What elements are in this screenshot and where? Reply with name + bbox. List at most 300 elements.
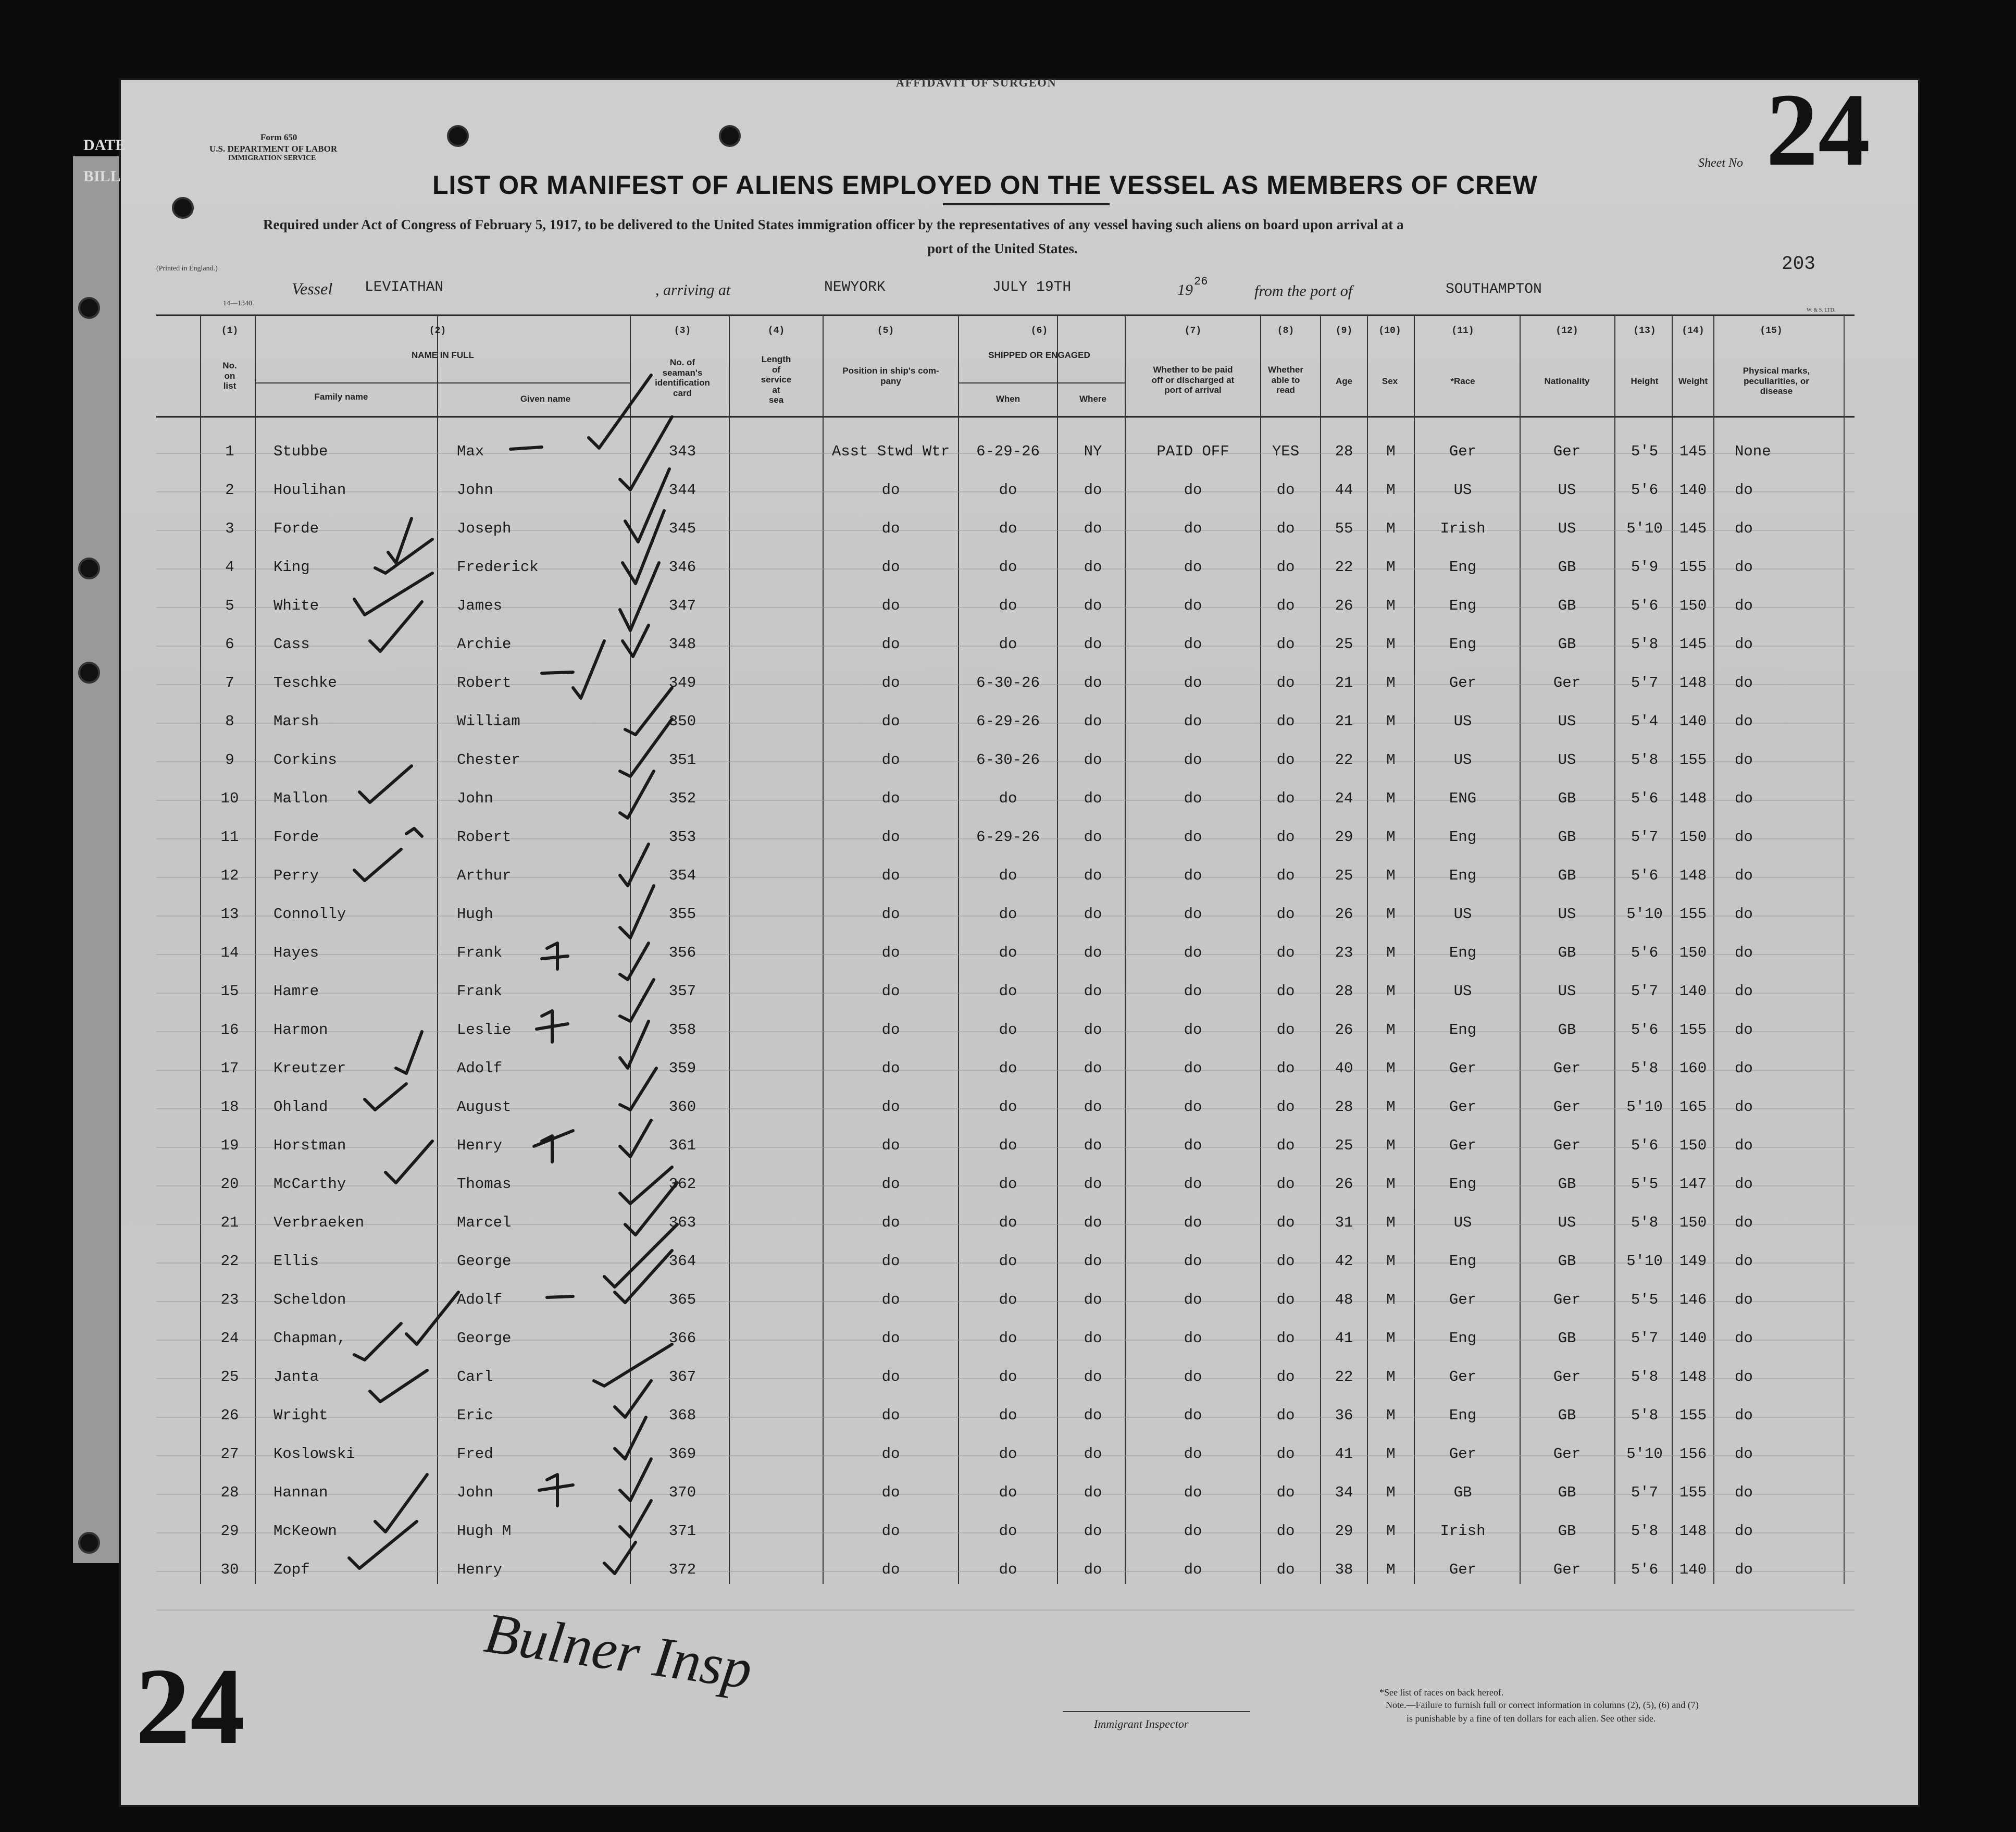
height-cell: 5'5: [1631, 1291, 1659, 1308]
physical-marks-cell: do: [1735, 1253, 1753, 1270]
shipped-where-cell: do: [1084, 983, 1102, 1000]
given-name-cell: Frank: [457, 944, 503, 961]
sex-cell: M: [1386, 828, 1396, 846]
physical-marks-cell: do: [1735, 828, 1753, 846]
family-name-cell: Horstman: [273, 1137, 346, 1154]
race-cell: GB: [1453, 1484, 1472, 1501]
age-cell: 28: [1335, 1098, 1353, 1116]
check-mark: [620, 886, 654, 938]
id-card-number-cell: 370: [668, 1484, 696, 1501]
row-number-cell: 29: [220, 1522, 239, 1540]
able-to-read-cell: do: [1276, 1060, 1295, 1077]
able-to-read-cell: do: [1276, 1522, 1295, 1540]
paid-off-cell: do: [1184, 1137, 1202, 1154]
physical-marks-cell: do: [1735, 1021, 1753, 1038]
age-cell: 26: [1335, 1021, 1353, 1038]
sex-cell: M: [1386, 751, 1396, 769]
position-cell: do: [881, 1407, 900, 1424]
shipped-where-cell: do: [1084, 944, 1102, 961]
family-name-cell: McKeown: [273, 1522, 337, 1540]
row-number-cell: 8: [225, 713, 234, 730]
arrival-date: JULY 19TH: [992, 279, 1072, 295]
stamp-number: 203: [1782, 253, 1815, 275]
check-mark: [406, 828, 422, 836]
race-cell: Ger: [1449, 1098, 1477, 1116]
shipped-when-cell: do: [999, 1021, 1017, 1038]
header-race: *Race: [1450, 376, 1475, 386]
position-cell: do: [881, 790, 900, 807]
sex-cell: M: [1386, 944, 1396, 961]
nationality-cell: US: [1558, 481, 1576, 499]
check-mark: [623, 511, 664, 584]
weight-cell: 155: [1679, 1021, 1707, 1038]
height-cell: 5'6: [1631, 1137, 1659, 1154]
page-title: LIST OR MANIFEST OF ALIENS EMPLOYED ON THE VESSEL AS MEMBERS OF CREW: [432, 170, 1538, 200]
height-cell: 5'6: [1631, 790, 1659, 807]
height-cell: 5'7: [1631, 1484, 1659, 1501]
physical-marks-cell: do: [1735, 790, 1753, 807]
header-no-on-list: No. on list: [222, 361, 237, 391]
nationality-cell: GB: [1558, 1253, 1576, 1270]
able-to-read-cell: do: [1276, 906, 1295, 923]
shipped-when-cell: do: [999, 983, 1017, 1000]
paid-off-cell: do: [1184, 751, 1202, 769]
header-able-to-read: Whether able to read: [1268, 365, 1303, 395]
weight-cell: 148: [1679, 674, 1707, 691]
physical-marks-cell: do: [1735, 1407, 1753, 1424]
shipped-when-cell: do: [999, 1175, 1017, 1193]
race-cell: Ger: [1449, 1561, 1477, 1578]
id-card-number-cell: 343: [668, 443, 696, 460]
height-cell: 5'6: [1631, 944, 1659, 961]
given-name-cell: Hugh M: [457, 1522, 512, 1540]
check-mark: [359, 766, 412, 802]
header-weight: Weight: [1678, 376, 1708, 386]
height-cell: 5'7: [1631, 674, 1659, 691]
row-number-cell: 2: [225, 481, 234, 499]
height-cell: 5'8: [1631, 751, 1659, 769]
race-cell: US: [1453, 906, 1472, 923]
paid-off-cell: do: [1184, 674, 1202, 691]
given-name-cell: John: [457, 790, 493, 807]
given-name-cell: Joseph: [457, 520, 512, 537]
shipped-when-cell: do: [999, 1137, 1017, 1154]
row-number-cell: 17: [220, 1060, 239, 1077]
shipped-where-cell: do: [1084, 1561, 1102, 1578]
handwritten-4: [539, 1475, 573, 1506]
nationality-cell: Ger: [1553, 1098, 1581, 1116]
row-number-cell: 5: [225, 597, 234, 614]
row-number-cell: 3: [225, 520, 234, 537]
weight-cell: 165: [1679, 1098, 1707, 1116]
shipped-where-cell: do: [1084, 1407, 1102, 1424]
header-height: Height: [1631, 376, 1659, 386]
sheet-no-label: Sheet No: [1698, 156, 1743, 170]
family-name-cell: Chapman,: [273, 1330, 346, 1347]
sex-cell: M: [1386, 1214, 1396, 1231]
shipped-where-cell: do: [1084, 1522, 1102, 1540]
height-cell: 5'7: [1631, 983, 1659, 1000]
race-cell: Eng: [1449, 828, 1477, 846]
shipped-where-cell: do: [1084, 1445, 1102, 1463]
physical-marks-cell: do: [1735, 481, 1753, 499]
family-name-cell: Ohland: [273, 1098, 328, 1116]
physical-marks-cell: do: [1735, 983, 1753, 1000]
family-name-cell: Mallon: [273, 790, 328, 807]
age-cell: 41: [1335, 1330, 1353, 1347]
age-cell: 34: [1335, 1484, 1353, 1501]
id-card-number-cell: 349: [668, 674, 696, 691]
paid-off-cell: do: [1184, 636, 1202, 653]
header-name-in-full: NAME IN FULL: [412, 350, 474, 360]
height-cell: 5'6: [1631, 481, 1659, 499]
nationality-cell: US: [1558, 713, 1576, 730]
form-code: 14—1340.: [223, 300, 254, 307]
paid-off-cell: do: [1184, 983, 1202, 1000]
height-cell: 5'6: [1631, 1021, 1659, 1038]
id-card-number-cell: 356: [668, 944, 696, 961]
position-cell: do: [881, 481, 900, 499]
height-cell: 5'6: [1631, 1561, 1659, 1578]
row-number-cell: 10: [220, 790, 239, 807]
sex-cell: M: [1386, 481, 1396, 499]
shipped-when-cell: 6-29-26: [976, 828, 1040, 846]
weight-cell: 148: [1679, 1368, 1707, 1385]
nationality-cell: GB: [1558, 867, 1576, 884]
shipped-where-cell: do: [1084, 1484, 1102, 1501]
family-name-cell: Marsh: [273, 713, 319, 730]
physical-marks-cell: do: [1735, 713, 1753, 730]
col-number-6: (6): [1030, 326, 1048, 336]
family-name-cell: Corkins: [273, 751, 337, 769]
row-number-cell: 26: [220, 1407, 239, 1424]
sex-cell: M: [1386, 906, 1396, 923]
able-to-read-cell: do: [1276, 1098, 1295, 1116]
shipped-where-cell: do: [1084, 1175, 1102, 1193]
header-id-card: No. of seaman's identification card: [655, 357, 710, 398]
age-cell: 29: [1335, 1522, 1353, 1540]
race-cell: Irish: [1440, 1522, 1486, 1540]
position-cell: do: [881, 983, 900, 1000]
weight-cell: 145: [1679, 636, 1707, 653]
able-to-read-cell: do: [1276, 1253, 1295, 1270]
col-number-8: (8): [1277, 326, 1295, 336]
position-cell: do: [881, 1253, 900, 1270]
margin-date-label: DATE: [83, 137, 126, 154]
sex-cell: M: [1386, 1175, 1396, 1193]
sex-cell: M: [1386, 1291, 1396, 1308]
able-to-read-cell: do: [1276, 636, 1295, 653]
race-cell: Ger: [1449, 1291, 1477, 1308]
age-cell: 29: [1335, 828, 1353, 846]
height-cell: 5'8: [1631, 1214, 1659, 1231]
check-mark: [406, 1292, 458, 1344]
page-stamp: 24: [135, 1646, 245, 1767]
paid-off-cell: do: [1184, 1021, 1202, 1038]
nationality-cell: Ger: [1553, 674, 1581, 691]
race-cell: Eng: [1449, 559, 1477, 576]
shipped-when-cell: do: [999, 906, 1017, 923]
row-number-cell: 14: [220, 944, 239, 961]
sex-cell: M: [1386, 1098, 1396, 1116]
position-cell: do: [881, 559, 900, 576]
check-mark: [620, 844, 649, 886]
age-cell: 28: [1335, 983, 1353, 1000]
position-cell: do: [881, 1330, 900, 1347]
nationality-cell: US: [1558, 751, 1576, 769]
given-name-cell: Archie: [457, 636, 512, 653]
check-mark: [370, 602, 422, 651]
age-cell: 41: [1335, 1445, 1353, 1463]
position-cell: do: [881, 828, 900, 846]
shipped-where-cell: do: [1084, 1253, 1102, 1270]
given-name-cell: Leslie: [457, 1021, 512, 1038]
able-to-read-cell: do: [1276, 1137, 1295, 1154]
shipped-where-cell: do: [1084, 1330, 1102, 1347]
nationality-cell: US: [1558, 520, 1576, 537]
check-mark: [594, 1344, 672, 1386]
id-card-number-cell: 351: [668, 751, 696, 769]
nationality-cell: Ger: [1553, 1291, 1581, 1308]
able-to-read-cell: do: [1276, 1368, 1295, 1385]
paid-off-cell: do: [1184, 828, 1202, 846]
check-mark: [623, 625, 649, 657]
able-to-read-cell: do: [1276, 559, 1295, 576]
check-mark: [625, 469, 669, 542]
shipped-when-cell: do: [999, 1060, 1017, 1077]
physical-marks-cell: do: [1735, 1484, 1753, 1501]
weight-cell: 148: [1679, 790, 1707, 807]
position-cell: do: [881, 1522, 900, 1540]
row-number-cell: 25: [220, 1368, 239, 1385]
row-number-cell: 9: [225, 751, 234, 769]
age-cell: 22: [1335, 559, 1353, 576]
nationality-cell: GB: [1558, 1175, 1576, 1193]
dash-mark: [547, 1296, 573, 1297]
sex-cell: M: [1386, 1330, 1396, 1347]
position-cell: do: [881, 1291, 900, 1308]
id-card-number-cell: 361: [668, 1137, 696, 1154]
paid-off-cell: do: [1184, 1561, 1202, 1578]
age-cell: 21: [1335, 713, 1353, 730]
family-name-cell: Teschke: [273, 674, 337, 691]
check-mark: [620, 1021, 649, 1068]
position-cell: Asst Stwd Wtr: [831, 443, 950, 460]
check-mark: [615, 1417, 646, 1459]
age-cell: 26: [1335, 1175, 1353, 1193]
paid-off-cell: do: [1184, 1253, 1202, 1270]
col-number-2: (2): [429, 326, 446, 336]
paid-off-cell: do: [1184, 1330, 1202, 1347]
race-cell: Irish: [1440, 520, 1486, 537]
given-name-cell: William: [457, 713, 520, 730]
family-name-cell: Wright: [273, 1407, 328, 1424]
given-name-cell: Robert: [457, 828, 512, 846]
nationality-cell: GB: [1558, 1522, 1576, 1540]
shipped-when-cell: 6-30-26: [976, 751, 1040, 769]
physical-marks-cell: do: [1735, 906, 1753, 923]
age-cell: 42: [1335, 1253, 1353, 1270]
margin-bill-label: BILL: [83, 168, 121, 185]
race-cell: Eng: [1449, 1021, 1477, 1038]
family-name-cell: Koslowski: [273, 1445, 355, 1463]
height-cell: 5'10: [1626, 520, 1663, 537]
nationality-cell: Ger: [1553, 1137, 1581, 1154]
sex-cell: M: [1386, 1021, 1396, 1038]
check-mark: [615, 1381, 651, 1417]
age-cell: 55: [1335, 520, 1353, 537]
shipped-where-cell: do: [1084, 1060, 1102, 1077]
header-paid-off: Whether to be paid off or discharged at port of arrival: [1151, 365, 1235, 395]
nationality-cell: Ger: [1553, 1060, 1581, 1077]
sex-cell: M: [1386, 867, 1396, 884]
shipped-when-cell: do: [999, 1522, 1017, 1540]
sex-cell: M: [1386, 1253, 1396, 1270]
sex-cell: M: [1386, 1484, 1396, 1501]
position-cell: do: [881, 944, 900, 961]
position-cell: do: [881, 1561, 900, 1578]
header-age: Age: [1335, 376, 1353, 386]
position-cell: do: [881, 867, 900, 884]
sex-cell: M: [1386, 597, 1396, 614]
family-name-cell: Harmon: [273, 1021, 328, 1038]
row-number-cell: 12: [220, 867, 239, 884]
family-name-cell: Zopf: [273, 1561, 310, 1578]
family-name-cell: Cass: [273, 636, 310, 653]
paid-off-cell: do: [1184, 1214, 1202, 1231]
height-cell: 5'9: [1631, 559, 1659, 576]
col-number-7: (7): [1184, 326, 1202, 336]
race-cell: Eng: [1449, 1407, 1477, 1424]
position-cell: do: [881, 713, 900, 730]
given-name-cell: Henry: [457, 1561, 503, 1578]
height-cell: 5'6: [1631, 597, 1659, 614]
col-number-15: (15): [1760, 326, 1783, 336]
row-number-cell: 20: [220, 1175, 239, 1193]
height-cell: 5'10: [1626, 1098, 1663, 1116]
given-name-cell: George: [457, 1253, 512, 1270]
physical-marks-cell: do: [1735, 597, 1753, 614]
header-length-service: Length of service at sea: [761, 354, 792, 405]
shipped-when-cell: do: [999, 559, 1017, 576]
paid-off-cell: do: [1184, 559, 1202, 576]
id-card-number-cell: 350: [668, 713, 696, 730]
paid-off-cell: PAID OFF: [1156, 443, 1229, 460]
service-name: IMMIGRATION SERVICE: [228, 154, 316, 162]
position-cell: do: [881, 1060, 900, 1077]
header-physical-marks: Physical marks, peculiarities, or disease: [1743, 366, 1810, 397]
id-card-number-cell: 344: [668, 481, 696, 499]
sex-cell: M: [1386, 1522, 1396, 1540]
arrival-port: NEWYORK: [824, 279, 886, 295]
race-cell: Ger: [1449, 674, 1477, 691]
able-to-read-cell: do: [1276, 1561, 1295, 1578]
shipped-where-cell: do: [1084, 636, 1102, 653]
race-cell: Eng: [1449, 1175, 1477, 1193]
id-card-number-cell: 364: [668, 1253, 696, 1270]
position-cell: do: [881, 751, 900, 769]
able-to-read-cell: do: [1276, 481, 1295, 499]
weight-cell: 150: [1679, 944, 1707, 961]
height-cell: 5'8: [1631, 1522, 1659, 1540]
paid-off-cell: do: [1184, 1098, 1202, 1116]
weight-cell: 156: [1679, 1445, 1707, 1463]
race-cell: US: [1453, 713, 1472, 730]
col-number-1: (1): [221, 326, 239, 336]
position-cell: do: [881, 636, 900, 653]
row-number-cell: 4: [225, 559, 234, 576]
able-to-read-cell: YES: [1272, 443, 1300, 460]
nationality-cell: Ger: [1553, 443, 1581, 460]
nationality-cell: US: [1558, 983, 1576, 1000]
given-name-cell: Eric: [457, 1407, 493, 1424]
sex-cell: M: [1386, 636, 1396, 653]
weight-cell: 145: [1679, 520, 1707, 537]
given-name-cell: Chester: [457, 751, 520, 769]
given-name-cell: Fred: [457, 1445, 493, 1463]
shipped-when-cell: 6-29-26: [976, 713, 1040, 730]
sex-cell: M: [1386, 790, 1396, 807]
shipped-when-cell: do: [999, 790, 1017, 807]
sex-cell: M: [1386, 674, 1396, 691]
dash-mark: [542, 672, 573, 673]
shipped-where-cell: do: [1084, 674, 1102, 691]
race-cell: US: [1453, 751, 1472, 769]
position-cell: do: [881, 1098, 900, 1116]
year-prefix: 19: [1177, 281, 1193, 299]
shipped-when-cell: do: [999, 636, 1017, 653]
shipped-when-cell: do: [999, 1253, 1017, 1270]
race-cell: Ger: [1449, 1368, 1477, 1385]
paid-off-cell: do: [1184, 1407, 1202, 1424]
sex-cell: M: [1386, 1060, 1396, 1077]
family-name-cell: Forde: [273, 828, 319, 846]
given-name-cell: Adolf: [457, 1291, 503, 1308]
vessel-label: Vessel: [292, 279, 333, 298]
departure-port: SOUTHAMPTON: [1446, 281, 1542, 298]
header-when: When: [995, 394, 1021, 404]
race-cell: Ger: [1449, 443, 1477, 460]
age-cell: 25: [1335, 1137, 1353, 1154]
height-cell: 5'7: [1631, 828, 1659, 846]
family-name-cell: Hayes: [273, 944, 319, 961]
weight-cell: 146: [1679, 1291, 1707, 1308]
race-note: *See list of races on back hereof.: [1379, 1687, 1504, 1698]
id-card-number-cell: 345: [668, 520, 696, 537]
shipped-where-cell: NY: [1084, 443, 1102, 460]
paid-off-cell: do: [1184, 481, 1202, 499]
sex-cell: M: [1386, 1407, 1396, 1424]
age-cell: 24: [1335, 790, 1353, 807]
physical-marks-cell: do: [1735, 674, 1753, 691]
check-mark: [604, 1542, 636, 1574]
race-cell: Eng: [1449, 867, 1477, 884]
able-to-read-cell: do: [1276, 867, 1295, 884]
id-card-number-cell: 346: [668, 559, 696, 576]
sex-cell: M: [1386, 520, 1396, 537]
height-cell: 5'4: [1631, 713, 1659, 730]
id-card-number-cell: 362: [668, 1175, 696, 1193]
given-name-cell: Henry: [457, 1137, 503, 1154]
able-to-read-cell: do: [1276, 1291, 1295, 1308]
row-number-cell: 28: [220, 1484, 239, 1501]
shipped-where-cell: do: [1084, 481, 1102, 499]
physical-marks-cell: do: [1735, 1522, 1753, 1540]
nationality-cell: Ger: [1553, 1445, 1581, 1463]
paid-off-cell: do: [1184, 1445, 1202, 1463]
shipped-when-cell: do: [999, 481, 1017, 499]
weight-cell: 160: [1679, 1060, 1707, 1077]
